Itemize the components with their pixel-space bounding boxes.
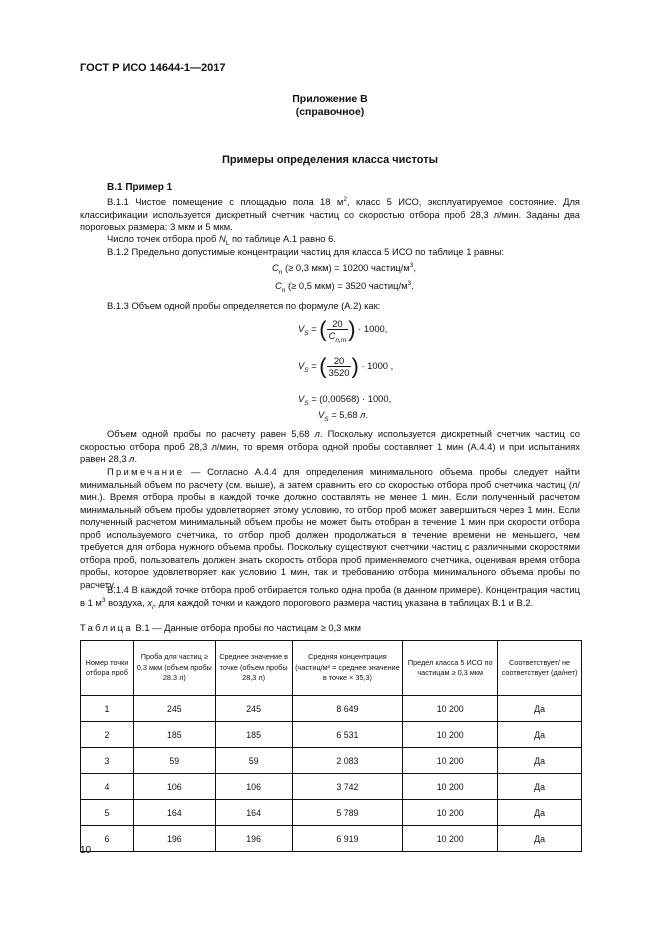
points-text-b: по таблице А.1 равно 6. bbox=[229, 233, 336, 244]
f2-numerator: 20 bbox=[327, 355, 352, 367]
cell-sample: 164 bbox=[133, 800, 215, 826]
f2-close-paren: ) bbox=[351, 353, 359, 379]
cell-concentration: 8 649 bbox=[292, 696, 403, 722]
cell-point: 3 bbox=[81, 748, 134, 774]
f2-fraction bbox=[327, 355, 352, 378]
f1-lhs: V bbox=[298, 322, 305, 334]
concentration-line-1 bbox=[272, 261, 416, 276]
cell-compliance: Да bbox=[498, 826, 582, 852]
cell-mean: 106 bbox=[215, 774, 292, 800]
cell-compliance: Да bbox=[498, 748, 582, 774]
b11-sup: 2 bbox=[343, 195, 347, 203]
cell-concentration: 3 742 bbox=[292, 774, 403, 800]
cell-sample: 106 bbox=[133, 774, 215, 800]
col-header-concentration: Средняя концентрация (частиц/м³ = среднее значение в точке × 35,3) bbox=[292, 641, 403, 696]
points-var: N bbox=[218, 233, 226, 244]
table-caption bbox=[80, 622, 361, 633]
cell-mean: 245 bbox=[215, 696, 292, 722]
cell-point: 2 bbox=[81, 722, 134, 748]
col-header-point: Номер точки отбора проб bbox=[81, 641, 134, 696]
table-caption-text: В.1 — Данные отбора пробы по частицам ≥ 0,3 мкм bbox=[132, 622, 361, 633]
annex-label bbox=[80, 93, 580, 119]
paragraph-volume bbox=[80, 428, 580, 466]
cell-point: 5 bbox=[81, 800, 134, 826]
table-row bbox=[81, 774, 582, 800]
f3-text: = (0,00568) · 1000, bbox=[308, 393, 392, 404]
f1-denominator bbox=[327, 330, 349, 344]
f1-open-paren: ( bbox=[319, 316, 327, 342]
f2-open-paren: ( bbox=[319, 353, 327, 379]
note-text: — Согласно А.4.4 для определения минимального объема пробы следует найти минимальный объем по расчету (см. выше), а затем сравнить его со скоростью отбора проб счетчика частиц (л/мин.). Время отбора пробы в каждой точке должно составлять не менее 1 мин. Если полученный расчетом минимальный объем пробы удовлетворяет этому условию, то отбор проб может завершиться через 1 мин. Если полученный расчетом минимальный объем пробы не может быть отобран в течение 1 мин при скорости отбора проб используемого счетчика, то отбор проб должен продолжаться в течение времени не меньшего, чем требуется для отбора нужного объема пробы. Поскольку существуют счетчики частиц с различными скоростями отбора проб, пользователь должен знать скорость отбора проб применяемого счетчика, оценивая время отбора пробы, которое удовлетворяет как условию 1 мин, так и требованию отбора минимального объема пробы по расчету. bbox=[80, 466, 580, 590]
conc2-text: (≥ 0,5 мкм) = 3520 частиц/м bbox=[285, 280, 408, 291]
vol-unit: л bbox=[314, 428, 320, 439]
table-caption-label: Таблица bbox=[80, 622, 133, 633]
cell-sample: 196 bbox=[133, 826, 215, 852]
cell-compliance: Да bbox=[498, 696, 582, 722]
b14-text-a: В.1.4 В каждой точке отбора проб отбирается только одна проба (в данном примере). Концентрация частиц в 1 м bbox=[80, 584, 580, 608]
cell-limit: 10 200 bbox=[403, 722, 498, 748]
paragraph-b11 bbox=[80, 196, 580, 234]
table-header-row bbox=[81, 641, 582, 696]
f2-lhs-sub: S bbox=[304, 366, 309, 374]
conc2-end: . bbox=[411, 280, 414, 291]
vol-text-b: . Поскольку используется дискретный счетчик частиц со скоростью отбора проб 28,3 л/мин, то время отбора одной пробы составляет 1 мин (А.4.4) и при испытаниях равен 28,3 bbox=[80, 428, 580, 464]
f4-lhs: V bbox=[318, 409, 325, 420]
f2-denominator: 3520 bbox=[328, 367, 350, 378]
f1-lhs-sub: S bbox=[304, 329, 309, 337]
cell-mean: 185 bbox=[215, 722, 292, 748]
cell-compliance: Да bbox=[498, 800, 582, 826]
vol-text-c: . bbox=[134, 453, 138, 464]
conc2-sup: 3 bbox=[407, 279, 412, 287]
vol-text-a: Объем одной пробы по расчету равен 5,68 bbox=[107, 428, 315, 439]
points-sub: L bbox=[225, 239, 230, 247]
col-header-mean: Среднее значение в точке (объем пробы 28,3 л) bbox=[215, 641, 292, 696]
formula-2 bbox=[298, 355, 393, 378]
formula-1 bbox=[298, 316, 388, 344]
cell-mean: 59 bbox=[215, 748, 292, 774]
cell-point: 4 bbox=[81, 774, 134, 800]
conc1-text: (≥ 0,3 мкм) = 10200 частиц/м bbox=[282, 262, 410, 273]
f4-unit: л bbox=[360, 409, 366, 420]
conc2-sub: n bbox=[281, 286, 286, 294]
f1-close-paren: ) bbox=[348, 316, 356, 342]
vol-unit-2: л bbox=[129, 453, 135, 464]
conc2-var: C bbox=[275, 280, 282, 291]
standard-header: ГОСТ Р ИСО 14644-1—2017 bbox=[80, 62, 226, 74]
f1-tail: · 1000, bbox=[355, 322, 388, 334]
f4-end: . bbox=[365, 409, 369, 420]
f1-eq: = bbox=[308, 322, 320, 334]
conc1-sup: 3 bbox=[409, 261, 414, 269]
cell-mean: 196 bbox=[215, 826, 292, 852]
f1-fraction bbox=[327, 318, 349, 344]
formula-4 bbox=[318, 409, 369, 423]
f2-eq: = bbox=[308, 359, 320, 371]
paragraph-b14 bbox=[80, 584, 580, 609]
f4-lhs-sub: S bbox=[324, 415, 329, 423]
section-heading: Примеры определения класса чистоты bbox=[222, 154, 438, 166]
sampling-data-table bbox=[80, 640, 582, 852]
cell-point: 6 bbox=[81, 826, 134, 852]
cell-concentration: 6 531 bbox=[292, 722, 403, 748]
conc1-sub: n bbox=[278, 268, 283, 276]
cell-concentration: 6 919 bbox=[292, 826, 403, 852]
f1-numerator: 20 bbox=[327, 318, 349, 330]
paragraph-b13: В.1.3 Объем одной пробы определяется по формуле (А.2) как: bbox=[107, 300, 381, 311]
f2-lhs: V bbox=[298, 359, 305, 371]
cell-concentration: 5 789 bbox=[292, 800, 403, 826]
cell-limit: 10 200 bbox=[403, 748, 498, 774]
f1-den-sub: n,m bbox=[335, 336, 347, 344]
cell-compliance: Да bbox=[498, 774, 582, 800]
cell-sample: 245 bbox=[133, 696, 215, 722]
b11-text-b: , класс 5 ИСО, эксплуатируемое состояние. Для классификации используется дискретный счетчик частиц со скоростью отбора проб 28,3 л/мин. Заданы два пороговых размера: 3 мкм и 5 мкм. bbox=[80, 196, 580, 232]
note-paragraph bbox=[80, 466, 580, 591]
cell-mean: 164 bbox=[215, 800, 292, 826]
table-row bbox=[81, 696, 582, 722]
f3-lhs-sub: S bbox=[304, 399, 309, 407]
table-row bbox=[81, 800, 582, 826]
cell-limit: 10 200 bbox=[403, 800, 498, 826]
cell-point: 1 bbox=[81, 696, 134, 722]
conc1-var: C bbox=[272, 262, 279, 273]
conc1-end: , bbox=[413, 262, 416, 273]
points-text-a: Число точек отбора проб bbox=[107, 233, 219, 244]
annex-subtitle: (справочное) bbox=[295, 106, 365, 118]
paragraph-b12: В.1.2 Предельно допустимые концентрации частиц для класса 5 ИСО по таблице 1 равны: bbox=[107, 246, 504, 257]
col-header-sample: Проба для частиц ≥ 0,3 мкм (объем пробы 28.3 л) bbox=[133, 641, 215, 696]
col-header-compliance: Соответствует/ не соответствует (да/нет) bbox=[498, 641, 582, 696]
cell-concentration: 2 083 bbox=[292, 748, 403, 774]
cell-limit: 10 200 bbox=[403, 774, 498, 800]
table-row bbox=[81, 748, 582, 774]
annex-title: Приложение В bbox=[292, 93, 368, 105]
table-row bbox=[81, 826, 582, 852]
f3-lhs: V bbox=[298, 393, 305, 404]
f2-tail: · 1000 , bbox=[358, 359, 394, 371]
cell-compliance: Да bbox=[498, 722, 582, 748]
formula-3 bbox=[298, 393, 392, 407]
page-number: 10 bbox=[80, 845, 92, 856]
paragraph-points bbox=[80, 233, 580, 246]
b14-var: x bbox=[147, 596, 153, 608]
b14-text-c: , для каждой точки и каждого порогового размера частиц указана в таблицах В.1 и В.2. bbox=[153, 596, 534, 608]
cell-limit: 10 200 bbox=[403, 696, 498, 722]
note-label: Примечание bbox=[107, 466, 185, 477]
b14-sub: i bbox=[152, 603, 154, 611]
cell-sample: 185 bbox=[133, 722, 215, 748]
table-row bbox=[81, 722, 582, 748]
cell-sample: 59 bbox=[133, 748, 215, 774]
concentration-line-2 bbox=[275, 279, 414, 294]
b14-sup: 3 bbox=[101, 596, 106, 604]
f1-den-var: C bbox=[328, 330, 336, 341]
b14-text-b: воздуха, bbox=[105, 596, 148, 608]
subsection-heading: В.1 Пример 1 bbox=[107, 182, 173, 193]
b11-text-a: В.1.1 Чистое помещение с площадью пола 18 м bbox=[107, 196, 344, 207]
f4-text: = 5,68 bbox=[328, 409, 361, 420]
col-header-limit: Предел класса 5 ИСО по частицам ≥ 0,3 мкм bbox=[403, 641, 498, 696]
cell-limit: 10 200 bbox=[403, 826, 498, 852]
